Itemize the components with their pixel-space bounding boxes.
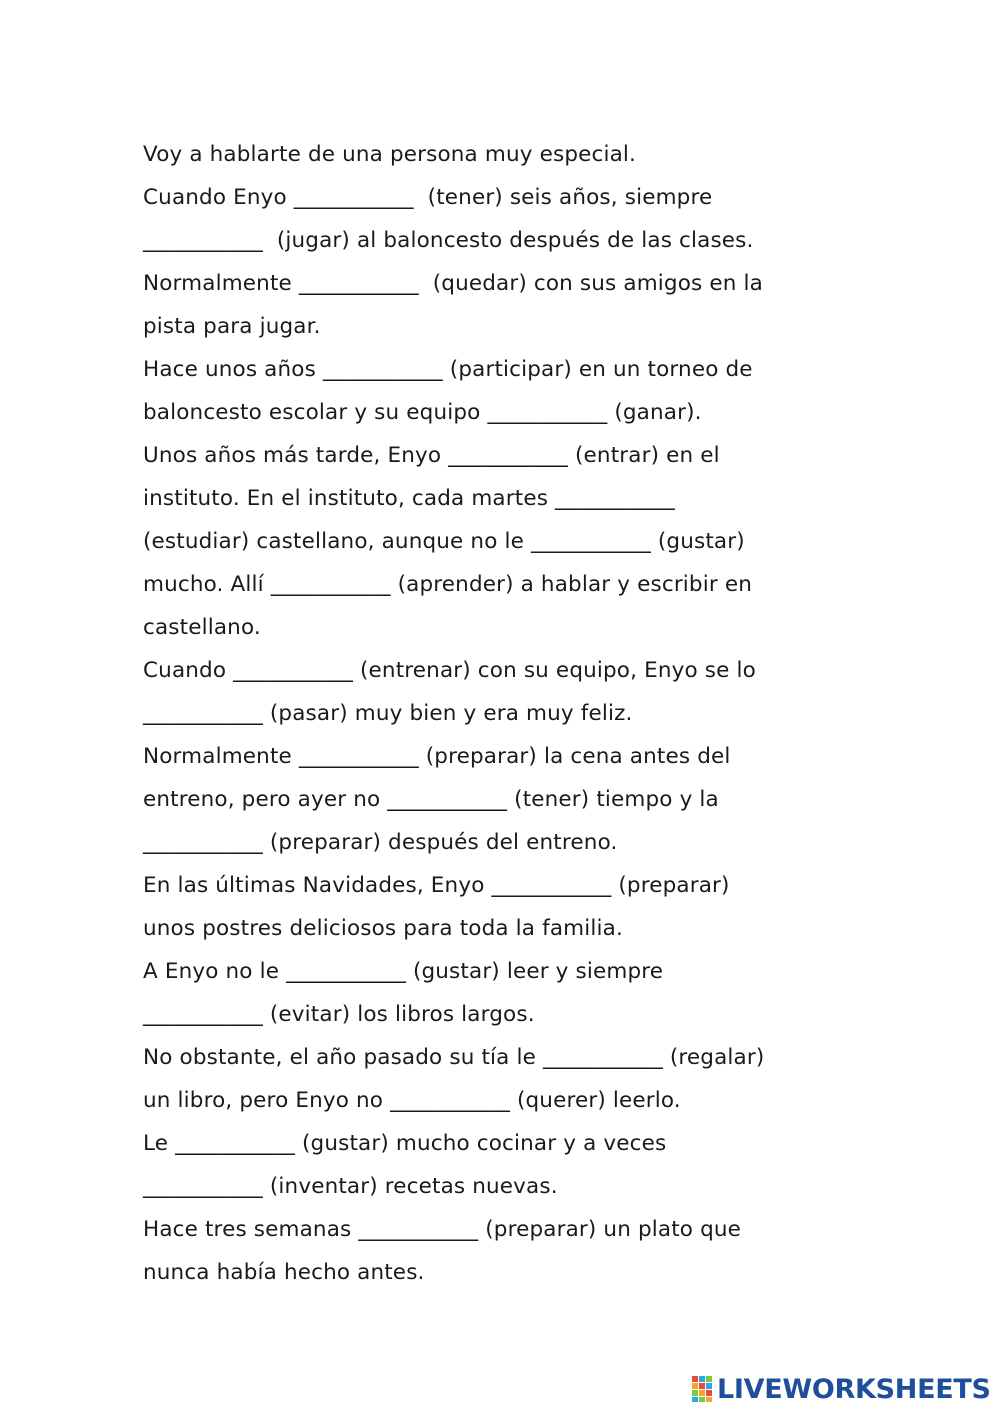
text-line: nunca había hecho antes.: [143, 1260, 425, 1285]
text-line: Normalmente ___________ (preparar) la cena antes del: [143, 744, 731, 769]
text-line: Unos años más tarde, Enyo ___________ (entrar) en el: [143, 443, 720, 468]
text-line: En las últimas Navidades, Enyo ___________ (preparar): [143, 873, 730, 898]
text-line: mucho. Allí ___________ (aprender) a hablar y escribir en: [143, 572, 752, 597]
text-line: A Enyo no le ___________ (gustar) leer y siempre: [143, 959, 664, 984]
text-line: Normalmente ___________ (quedar) con sus amigos en la: [143, 271, 763, 296]
liveworksheets-logo-icon: [692, 1376, 714, 1402]
text-line: ___________ (jugar) al baloncesto después de las clases.: [143, 228, 754, 253]
text-line: baloncesto escolar y su equipo ___________ (ganar).: [143, 400, 702, 425]
text-line: un libro, pero Enyo no ___________ (querer) leerlo.: [143, 1088, 681, 1113]
liveworksheets-brand: [692, 1372, 991, 1406]
text-line: Cuando ___________ (entrenar) con su equipo, Enyo se lo: [143, 658, 756, 683]
text-line: Cuando Enyo ___________ (tener) seis años, siempre: [143, 185, 713, 210]
text-line: instituto. En el instituto, cada martes ___________: [143, 486, 675, 511]
text-line: pista para jugar.: [143, 314, 321, 339]
text-line: Hace unos años ___________ (participar) en un torneo de: [143, 357, 753, 382]
text-line: Hace tres semanas ___________ (preparar) un plato que: [143, 1217, 742, 1242]
text-line: entreno, pero ayer no ___________ (tener) tiempo y la: [143, 787, 719, 812]
text-line: ___________ (pasar) muy bien y era muy feliz.: [143, 701, 633, 726]
text-line: Le ___________ (gustar) mucho cocinar y a veces: [143, 1131, 667, 1156]
text-line: Voy a hablarte de una persona muy especial.: [143, 142, 637, 167]
text-line: ___________ (inventar) recetas nuevas.: [143, 1174, 558, 1199]
text-line: No obstante, el año pasado su tía le ___________ (regalar): [143, 1045, 765, 1070]
worksheet-text: [143, 133, 903, 1294]
text-line: ___________ (preparar) después del entreno.: [143, 830, 618, 855]
brand-name: LIVEWORKSHEETS: [717, 1373, 991, 1405]
text-line: unos postres deliciosos para toda la familia.: [143, 916, 623, 941]
text-line: castellano.: [143, 615, 261, 640]
text-line: (estudiar) castellano, aunque no le ___________ (gustar): [143, 529, 745, 554]
text-line: ___________ (evitar) los libros largos.: [143, 1002, 535, 1027]
